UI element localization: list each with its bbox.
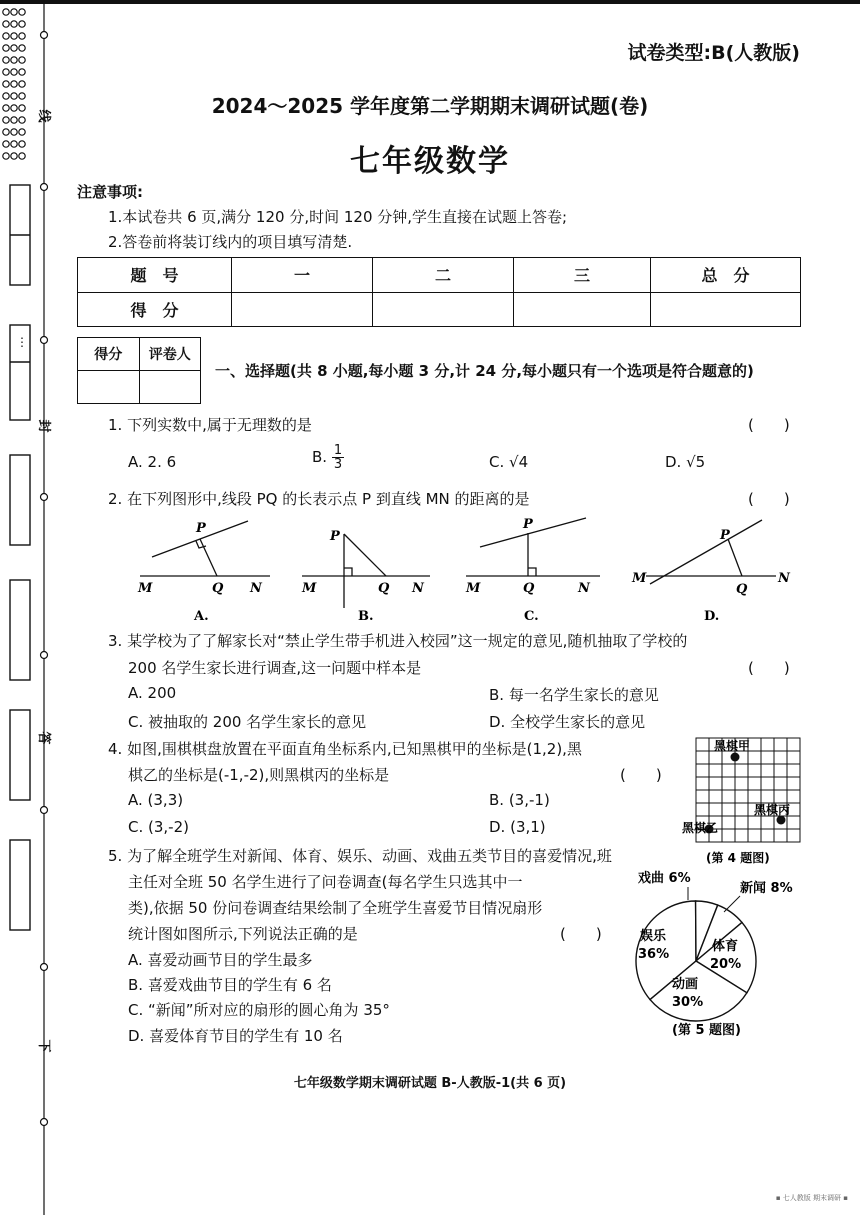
q4-label-yi: 黑棋乙 (682, 821, 719, 835)
q5-figure-caption: (第 5 题图) (672, 1023, 741, 1038)
q2-a-label-n: N (250, 581, 262, 596)
q3-option-d: D. 全校学生家长的意见 (489, 713, 646, 731)
q4-option-d: D. (3,1) (489, 818, 546, 836)
notice-item-2: 2.答卷前将装订线内的项目填写清楚. (108, 233, 353, 251)
exam-type: 试卷类型:B(人教版) (627, 42, 800, 64)
q3-option-a: A. 200 (128, 684, 177, 702)
q3-stem-line2: 200 名学生家长进行调查,这一问题中样本是 (128, 659, 422, 677)
q4-option-a: A. (3,3) (128, 791, 184, 809)
score-table-cell: 三 (514, 258, 651, 293)
q2-figure-b (302, 534, 430, 608)
grader-name-label: 评卷人 (139, 338, 201, 371)
q2-stem: 2. 在下列图形中,线段 PQ 的长表示点 P 到直线 MN 的距离的是 (108, 490, 530, 508)
q4-option-b: B. (3,-1) (489, 791, 550, 809)
q3-option-c: C. 被抽取的 200 名学生家长的意见 (128, 713, 367, 731)
grader-score-cell[interactable] (78, 371, 140, 404)
q5-stem-line4: 统计图如图所示,下列说法正确的是 (128, 925, 358, 943)
q2-caption-c: C. (524, 609, 539, 624)
q3-option-b: B. 每一名学生家长的意见 (489, 686, 659, 704)
score-table-cell: 二 (373, 258, 514, 293)
q1-option-c: C. √4 (489, 453, 529, 471)
q1-fraction (332, 444, 344, 471)
pie-label-donghua-name: 动画 (672, 977, 699, 992)
q4-label-bing: 黑棋丙 (754, 803, 791, 817)
binding-strip (0, 0, 62, 1215)
score-table-score-row (78, 292, 801, 327)
score-table (77, 257, 801, 327)
score-table-cell: 一 (232, 258, 373, 293)
q2-answer-paren[interactable]: ( ) (748, 490, 790, 508)
binding-label-line: 线 (36, 109, 51, 123)
binding-label-bottom: 下 (36, 1039, 51, 1053)
q4-figure-caption: (第 4 题图) (706, 851, 770, 865)
pie-label-yule-pct: 36% (638, 947, 670, 962)
q2-a-label-m: M (138, 581, 153, 596)
q5-option-a: A. 喜爱动画节目的学生最多 (128, 951, 313, 969)
q2-caption-a: A. (194, 609, 209, 624)
pie-leader-xinwen (724, 896, 740, 912)
q2-figures (130, 512, 810, 630)
q5-stem-line2: 主任对全班 50 名学生进行了问卷调查(每名学生只选其中一 (128, 873, 523, 891)
q2-b-label-n: N (412, 581, 424, 596)
q2-caption-b: B. (358, 609, 374, 624)
pie-label-donghua-pct: 30% (672, 995, 704, 1010)
q1-fraction-numerator: 1 (333, 443, 343, 458)
score-input-cell[interactable] (373, 292, 514, 327)
info-boxes (10, 185, 30, 930)
q4-option-c: C. (3,-2) (128, 818, 189, 836)
score-input-cell[interactable] (514, 292, 651, 327)
pie-label-xiqu: 戏曲 6% (638, 871, 691, 886)
q5-option-d: D. 喜爱体育节目的学生有 10 名 (128, 1027, 343, 1045)
q4-answer-paren[interactable]: ( ) (620, 766, 662, 784)
q2-c-label-q: Q (523, 581, 535, 596)
q2-a-label-q: Q (212, 581, 224, 596)
binding-label-seal: 封 (36, 419, 51, 433)
q2-a-label-p: P (196, 521, 206, 536)
q1-option-a: A. 2. 6 (128, 453, 177, 471)
notice-heading: 注意事项: (77, 183, 143, 201)
q2-b-label-p: P (330, 529, 340, 544)
pie-label-yule-name: 娱乐 (640, 929, 667, 944)
page-footer: 七年级数学期末调研试题 B-人教版-1(共 6 页) (293, 1076, 567, 1091)
q5-option-c: C. “新闻”所对应的扇形的圆心角为 35° (128, 1001, 390, 1019)
q3-stem-line1: 3. 某学校为了了解家长对“禁止学生带手机进入校园”这一规定的意见,随机抽取了学校的 (108, 632, 688, 650)
q4-stem-line2: 棋乙的坐标是(-1,-2),则黑棋丙的坐标是 (128, 766, 390, 784)
grader-name-cell[interactable] (139, 371, 201, 404)
score-table-cell: 得 分 (78, 292, 232, 327)
q1-stem: 1. 下列实数中,属于无理数的是 (108, 416, 312, 434)
q2-c-label-m: M (466, 581, 481, 596)
q5-option-b: B. 喜爱戏曲节目的学生有 6 名 (128, 976, 332, 994)
q1-option-b (312, 444, 344, 471)
score-table-cell: 题 号 (78, 258, 232, 293)
q2-d-label-n: N (778, 571, 790, 586)
q5-pie-chart (600, 862, 812, 1044)
score-input-cell[interactable] (232, 292, 373, 327)
grader-score-label: 得分 (78, 338, 140, 371)
q2-b-label-m: M (302, 581, 317, 596)
q3-answer-paren[interactable]: ( ) (748, 659, 790, 677)
binding-label-inside: 答 (36, 731, 51, 745)
q2-caption-d: D. (704, 609, 720, 624)
top-border (0, 0, 860, 4)
score-table-header-row (78, 258, 801, 293)
q4-stem-line1: 4. 如图,围棋棋盘放置在平面直角坐标系内,已知黑棋甲的坐标是(1,2),黑 (108, 740, 582, 758)
exam-subject: 七年级数学 (350, 144, 510, 179)
q2-c-label-p: P (523, 517, 533, 532)
pie-label-tiyu-name: 体育 (712, 939, 739, 954)
go-stone-jia (731, 753, 740, 762)
q2-c-label-n: N (578, 581, 590, 596)
notice-item-1: 1.本试卷共 6 页,满分 120 分,时间 120 分钟,学生直接在试题上答卷; (108, 208, 568, 226)
q2-d-label-m: M (632, 571, 647, 586)
q1-option-d: D. √5 (665, 453, 706, 471)
binding-line (41, 0, 48, 1215)
q1-option-b-prefix: B. (312, 448, 332, 466)
q4-go-board-figure (680, 732, 810, 872)
q2-figure-d (646, 520, 776, 584)
score-input-cell[interactable] (651, 292, 801, 327)
q5-stem-line1: 5. 为了解全班学生对新闻、体育、娱乐、动画、戏曲五类节目的喜爱情况,班 (108, 847, 612, 865)
q2-b-label-q: Q (378, 581, 390, 596)
q4-label-jia: 黑棋甲 (714, 739, 751, 753)
q1-fraction-denominator: 3 (333, 457, 343, 472)
exam-title: 2024～2025 学年度第二学期期末调研试题(卷) (211, 94, 649, 118)
grader-table (77, 337, 201, 404)
binding-dots: ⋮ (16, 335, 28, 349)
score-table-cell: 总 分 (651, 258, 801, 293)
q5-answer-paren[interactable]: ( ) (560, 925, 602, 943)
q5-stem-line3: 类),依据 50 份问卷调查结果绘制了全班学生喜爱节目情况扇形 (128, 899, 543, 917)
pie-label-tiyu-pct: 20% (710, 957, 742, 972)
pie-label-xinwen: 新闻 8% (740, 881, 793, 896)
q2-d-label-q: Q (736, 582, 748, 597)
q1-answer-paren[interactable]: ( ) (748, 416, 790, 434)
q2-figure-c (466, 518, 600, 576)
corner-watermark: ▪ 七人教版 期末调研 ▪ (775, 1194, 848, 1202)
section-one-title: 一、选择题(共 8 小题,每小题 3 分,计 24 分,每小题只有一个选项是符合题意的) (215, 362, 754, 380)
q2-d-label-p: P (720, 528, 730, 543)
